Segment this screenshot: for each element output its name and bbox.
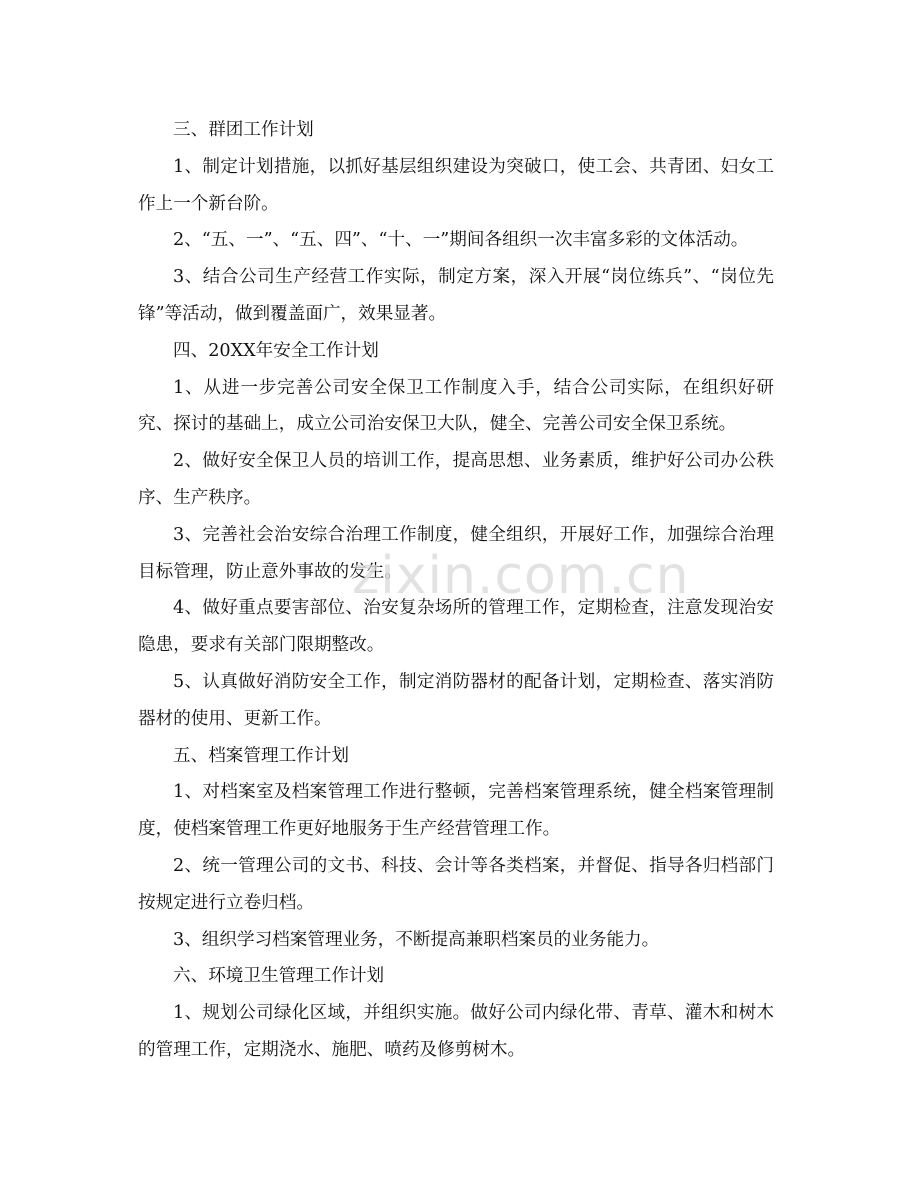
- paragraph: 1、制定计划措施，以抓好基层组织建设为突破口，使工会、共青团、妇女工作上一个新台阶。: [138, 156, 774, 214]
- paragraph: 2、做好安全保卫人员的培训工作，提高思想、业务素质，维护好公司办公秩序、生产秩序。: [138, 451, 774, 508]
- section-heading: 四、20XX年安全工作计划: [173, 340, 379, 361]
- paragraph: 3、结合公司生产经营工作实际，制定方案，深入开展“岗位练兵”、“岗位先锋”等活动，做到覆盖面广，效果显著。: [138, 267, 774, 324]
- section-heading: 三、群团工作计划: [173, 120, 314, 140]
- paragraph: 5、认真做好消防安全工作，制定消防器材的配备计划，定期检查、落实消防器材的使用、更新工作。: [138, 671, 774, 729]
- section-heading: 五、档案管理工作计划: [173, 745, 349, 766]
- paragraph: 3、完善社会治安综合治理工作制度，健全组织，开展好工作，加强综合治理目标管理，防止意外事故的发生。: [138, 524, 774, 582]
- paragraph: 2、“五、一”、“五、四”、“十、一”期间各组织一次丰富多彩的文体活动。: [173, 230, 749, 251]
- document-body: [138, 112, 774, 1069]
- paragraph: 3、组织学习档案管理业务，不断提高兼职档案员的业务能力。: [173, 929, 660, 950]
- paragraph: 1、规划公司绿化区域，并组织实施。做好公司内绿化带、青草、灌木和树木的管理工作，定期浇水、施肥、喷药及修剪树木。: [138, 1003, 774, 1060]
- paragraph: 1、从进一步完善公司安全保卫工作制度入手，结合公司实际，在组织好研究、探讨的基础上，成立公司治安保卫大队，健全、完善公司安全保卫系统。: [138, 377, 774, 435]
- paragraph: 1、对档案室及档案管理工作进行整顿，完善档案管理系统，健全档案管理制度，使档案管理工作更好地服务于生产经营管理工作。: [138, 782, 774, 840]
- section-heading: 六、环境卫生管理工作计划: [173, 966, 385, 987]
- paragraph: 2、统一管理公司的文书、科技、会计等各类档案，并督促、指导各归档部门按规定进行立卷归档。: [138, 855, 774, 913]
- paragraph: 4、做好重点要害部位、治安复杂场所的管理工作，定期检查，注意发现治安隐患，要求有关部门限期整改。: [138, 598, 774, 656]
- site-watermark: zixin.com.cn: [352, 546, 690, 606]
